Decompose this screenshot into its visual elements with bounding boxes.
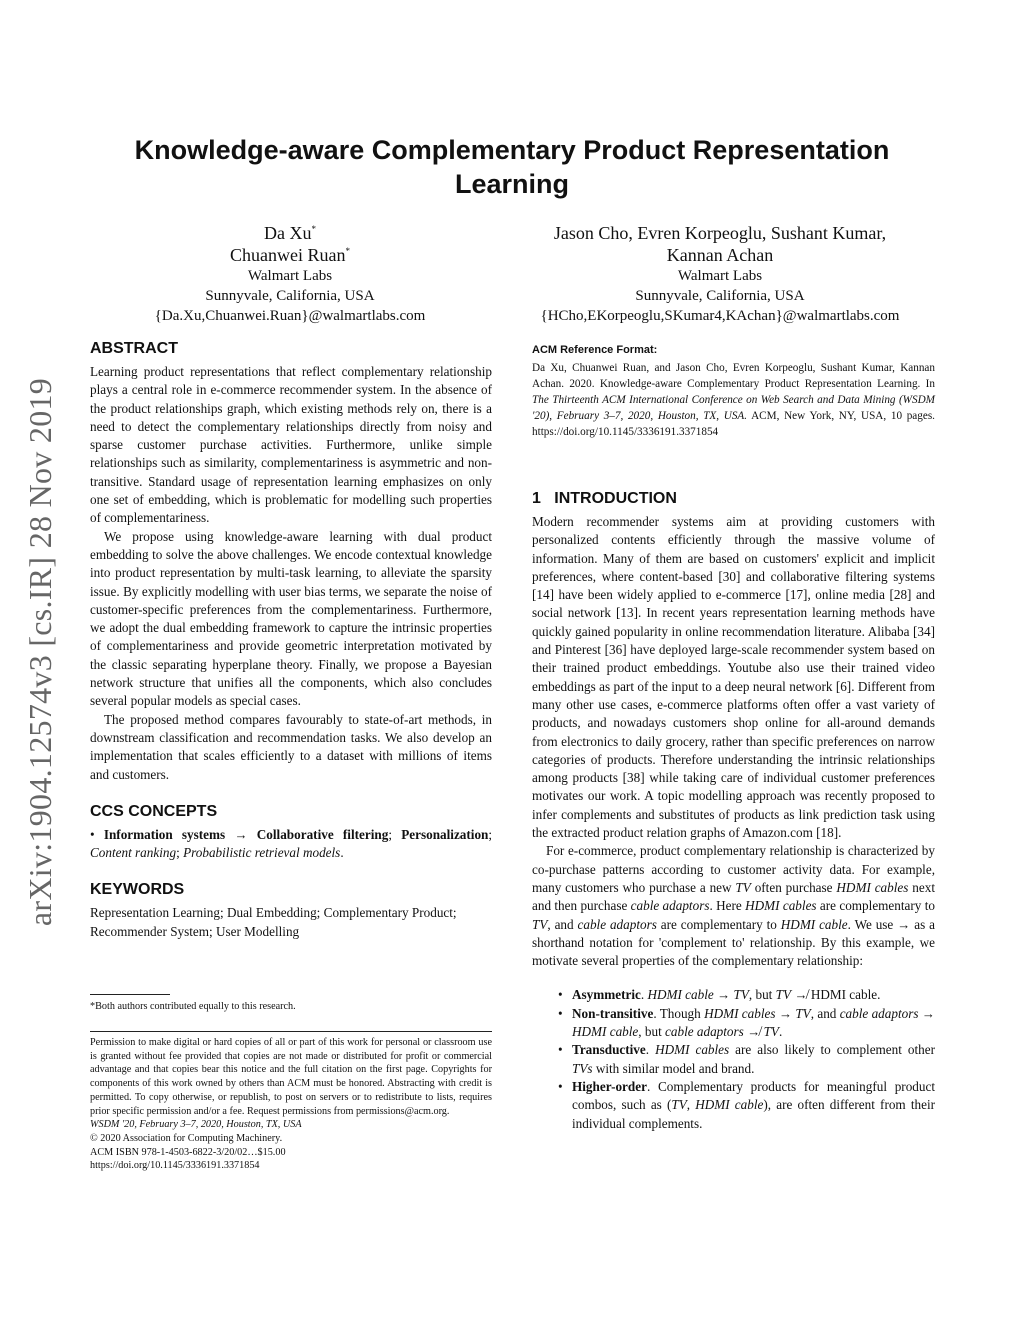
list-item: • Non-transitive. Though HDMI cables → TV, and cable adaptors → HDMI cable, but cable adaptors ↛ TV. — [572, 1005, 935, 1042]
intro-paragraph: Modern recommender systems aim at providing customers with personalized contents efficiently through the massive volume of information. Many of them are based on customers' explicit and implicit preferences, where content-based [30] and collaborative filtering systems [14] have been widely applied to e-commerce [17], online media [28] and social network [13]. In recent years representation learning methods have quickly gained popularity in online recommendation literature. Alibaba [34] and Pinterest [36] have deployed large-scale recommender system based on their trained product embeddings. Youtube also use their trained video embeddings as part of the input to a deep neural network [6]. Different from many other use cases, e-commerce platforms often offer a vast variety of products, and nowadays customers shop online for all-around demands from electronics to daily grocery, rather than specific preferences on narrow categories of products. Therefore understanding the intrinsic relationships among products [38] while taking care of individual customer preferences motivates our work. A topic modelling approach was recently proposed to infer complements and substitutes of products as link prediction task using the extracted product relation graphs of Amazon.com [18]. — [532, 514, 935, 841]
author-block-left — [90, 222, 490, 326]
arxiv-identifier: arXiv:1904.12574v3 [cs.IR] 28 Nov 2019 — [22, 377, 58, 927]
properties-list — [532, 986, 935, 1132]
keywords-heading: KEYWORDS — [90, 881, 185, 899]
introduction-heading: 1 INTRODUCTION — [532, 490, 677, 507]
footnote: *Both authors contributed equally to this research. — [90, 1001, 296, 1012]
author-names: Jason Cho, Evren Korpeoglu, Sushant Kumar, — [553, 223, 887, 243]
author-name: Chuanwei Ruan — [230, 245, 346, 265]
list-item: • Asymmetric. HDMI cable → TV, but TV ↛ HDMI cable. — [572, 986, 935, 1004]
list-item: • Higher-order. Complementary products for meaningful product combos, such as (TV, HDMI cable), are often different from their individual complements. — [572, 1078, 935, 1133]
acm-reference-text: Da Xu, Chuanwei Ruan, and Jason Cho, Evren Korpeoglu, Sushant Kumar, Kannan Achan. 2020. Knowledge-aware Complementary Product Representation Learning. In The Thirteenth ACM International Conference on Web Search and Data Mining (WSDM '20), February 3–7, 2020, Houston, TX, USA. ACM, New York, NY, USA, 10 pages. https://doi.org/10.1145/3336191.3371854 — [532, 362, 935, 438]
doi-line: https://doi.org/10.1145/3336191.3371854 — [90, 1160, 260, 1172]
abstract-paragraph: Learning product representations that reflect complementary relationship plays a central role in e-commerce recommender system. In the absence of the product relationships graph, which existing methods rely on, there is a need to detect the complementary relationships directly from noisy and sparse customer purchase activities. Furthermore, unlike simple relationships such as similarity, complementariness is asymmetric and non-transitive. Standard usage of representation learning emphasizes on only one set of embedding, which is problematic for modelling such properties of complementariness. — [90, 364, 492, 526]
ccs-concepts: • Information systems → Collaborative filtering; Personalization; Content ranking; Probabilistic retrieval models. — [90, 826, 493, 861]
author-email: {HCho,EKorpeoglu,SKumar4,KAchan}@walmartlabs.com — [540, 308, 900, 324]
right-column — [532, 343, 935, 1133]
author-affiliation: Walmart Labs — [677, 268, 763, 284]
author-block-right — [510, 222, 930, 326]
permission-block — [90, 1036, 492, 1173]
author-location: Sunnyvale, California, USA — [205, 288, 375, 304]
abstract-paragraph: We propose using knowledge-aware learning with dual product embedding to solve the above challenges. We encode contextual knowledge into product representation by multi-task learning, to alleviate the sparsity issue. By explicitly modelling with user bias terms, we separate the noise of customer-specific preferences from the complementariness. Furthermore, we adopt the dual embedding framework to capture the intrinsic properties of complementariness and provide geometric interpretation motivated by the classic separating hyperplane theory. Finally, we propose a Bayesian network structure that unifies all the components, which also concludes several popular models as special cases. — [90, 528, 492, 709]
equal-contribution-mark: * — [345, 246, 350, 256]
introduction-body — [532, 513, 935, 970]
list-item: • Transductive. HDMI cables are also likely to complement other TVs with similar model and brand. — [572, 1041, 935, 1078]
permission-text: Permission to make digital or hard copies of all or part of this work for personal or classroom use is granted without fee provided that copies are not made or distributed for profit or commercial advantage and that copies bear this notice and the full citation on the first page. Copyrights for components of this work owned by others than ACM must be honored. Abstracting with credit is permitted. To copy otherwise, or republish, to post on servers or to redistribute to lists, requires prior specific permission and/or a fee. Request permissions from permissions@acm.org. — [90, 1037, 492, 1117]
paper-title: Knowledge-aware Complementary Product Representation Learning — [134, 135, 890, 199]
footnote-rule — [90, 994, 170, 995]
acm-reference-heading: ACM Reference Format: — [532, 344, 658, 356]
keywords-text: Representation Learning; Dual Embedding; Complementary Product; Recommender System; User Modelling — [90, 905, 457, 939]
abstract-heading: ABSTRACT — [90, 340, 178, 357]
isbn-line: ACM ISBN 978-1-4503-6822-3/20/02…$15.00 — [90, 1146, 286, 1158]
intro-paragraph: For e-commerce, product complementary relationship is characterized by co-purchase patterns according to customer activity data. For example, many customers who purchase a new TV often purchase HDMI cables next and then purchase cable adaptors. Here HDMI cables are complementary to TV, and cable adaptors are complementary to HDMI cable. We use → as a shorthand notation for 'complement to' relationship. By this example, we motivate several properties of the complementary relationship: — [532, 843, 935, 969]
author-affiliation: Walmart Labs — [247, 268, 333, 284]
abstract-paragraph: The proposed method compares favourably to state-of-art methods, in downstream classification and recommendation tasks. We also develop an implementation that scales efficiently to a dataset with millions of items and customers. — [90, 711, 492, 782]
equal-contribution-mark: * — [311, 224, 316, 234]
copyright-line: © 2020 Association for Computing Machinery. — [90, 1132, 283, 1144]
conference-venue: WSDM '20, February 3–7, 2020, Houston, TX, USA — [90, 1119, 302, 1131]
left-column — [90, 338, 492, 941]
ccs-heading: CCS CONCEPTS — [90, 802, 218, 820]
abstract-body — [90, 363, 492, 784]
permission-rule — [90, 1031, 492, 1032]
author-email: {Da.Xu,Chuanwei.Ruan}@walmartlabs.com — [154, 308, 426, 324]
author-name: Da Xu — [264, 223, 312, 243]
author-names: Kannan Achan — [666, 245, 774, 265]
author-location: Sunnyvale, California, USA — [635, 288, 805, 304]
